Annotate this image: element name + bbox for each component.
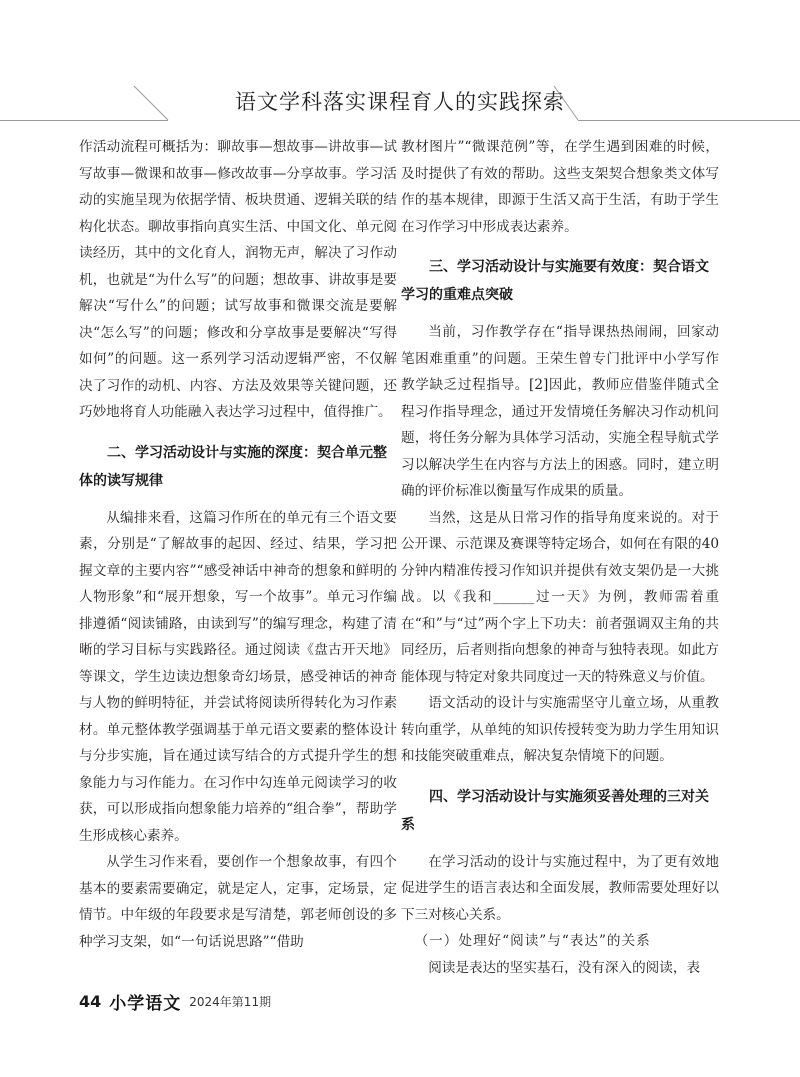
- paragraph: 当前，习作教学存在“指导课热热闹闹，回家动笔困难重重”的问题。王荣生曾专门批评中小学写作教学缺乏过程指导。[2]因此，教师应借鉴伴随式全程习作指导理念，通过开发情境任务解决习作动机问题，将任务分解为具体学习活动，实施全程导航式学习以解决学生在内容与方法上的困惑。同时，建立明确的评价标准以衡量写作成果的质量。: [401, 324, 719, 499]
- subsection-heading: （一）处理好“阅读”与“表达”的关系: [414, 933, 651, 949]
- paragraph: 阅读是表达的坚实基石，没有深入的阅读，表: [428, 959, 701, 976]
- header-slash-right: [552, 85, 602, 120]
- section-heading-3: 三、学习活动设计与实施要有效度：契合语文学习的重难点突破: [401, 259, 709, 303]
- paragraph: 语文活动的设计与实施需坚守儿童立场，从重教转向重学，从单纯的知识传授转变为助力学生用知识和技能突破重难点，解决复杂情境下的问题。: [401, 695, 719, 764]
- section-header-title: 语文学科落实课程育人的实践探索: [235, 90, 565, 114]
- issue-label: 2024年第11期: [189, 994, 272, 1009]
- page-number: 44: [79, 991, 102, 1011]
- header-rule-left: [0, 120, 168, 121]
- page-footer: [79, 986, 271, 1016]
- paragraph: 从编排来看，这篇习作所在的单元有三个语文要素，分别是“了解故事的起因、经过、结果，学习把握文章的主要内容”“感受神话中神奇的想象和鲜明的人物形象”和“展开想象，写一个故事”。单元习作编排遵循“阅读铺路，由读到写”的编写理念，构建了清晰的学习目标与实践路径。通过阅读《盘古开天地》等课文，学生边读边想象奇幻场景，感受神话的神奇与人物的鲜明特征，并尝试将阅读所得转化为习作素材。单元整体教学强调基于单元语文要素的整体设计与分步实施，旨在通过读写结合的方式提升学生的想象能力与习作能力。在习作中勾连单元阅读学习的收获，可以形成指向想象能力培养的“组合拳”，帮助学生形成核心素养。: [79, 509, 397, 844]
- paragraph: 从学生习作来看，要创作一个想象故事，有四个基本的要素需要确定，就是定人，定事，定场景，定情节。中年级的年段要求是写清楚，郭老师创设的多种学习支架，如“一句话说思路”“借助: [79, 854, 397, 950]
- paragraph: 作活动流程可概括为：聊故事—想故事—讲故事—试写故事—微课和故事—修改故事—分享故事。学习活动的实施呈现为依据学情、板块贯通、逻辑关联的结构化状态。聊故事指向真实生活、中国文化、单元阅读经历，其中的文化育人，润物无声，解决了习作动机，也就是“为什么写”的问题；想故事、讲故事是要解决“写什么”的问题；试写故事和微课交流是要解决“怎么写”的问题；修改和分享故事是要解决“写得如何”的问题。这一系列学习活动逻辑严密，不仅解决了习作的动机、内容、方法及效果等关键问题，还巧妙地将育人功能融入表达学习过程中，值得推广。: [79, 139, 397, 420]
- section-heading-4: 四、学习活动设计与实施须妥善处理的三对关系: [401, 788, 709, 833]
- left-column: [79, 134, 397, 955]
- paragraph: 在学习活动的设计与实施过程中，为了更有效地促进学生的语言表达和全面发展，教师需要处理好以下三对核心关系。: [401, 853, 719, 923]
- paragraph: 教材图片”“微课范例”等，在学生遇到困难的时候，及时提供了有效的帮助。这些支架契合想象类文体写作的基本规律，即源于生活又高于生活，有助于学生在习作学习中形成表达素养。: [401, 139, 719, 235]
- paragraph: 当然，这是从日常习作的指导角度来说的。对于公开课、示范课及赛课等特定场合，如何在有限的40分钟内精准传授习作知识并提供有效支架仍是一大挑战。以《我和______过一天》为例，教师需着重在“和”与“过”两个字上下功夫：前者强调双主角的共同经历，后者则指向想象的神奇与独特表现。如此方能体现与特定对象共同度过一天的特殊意义与价值。: [401, 509, 719, 685]
- magazine-logo: 小学语文: [109, 993, 182, 1014]
- right-column: [401, 134, 719, 981]
- header-rule-right: [578, 120, 800, 121]
- section-heading-2: 二、学习活动设计与实施的深度：契合单元整体的读写规律: [79, 444, 387, 489]
